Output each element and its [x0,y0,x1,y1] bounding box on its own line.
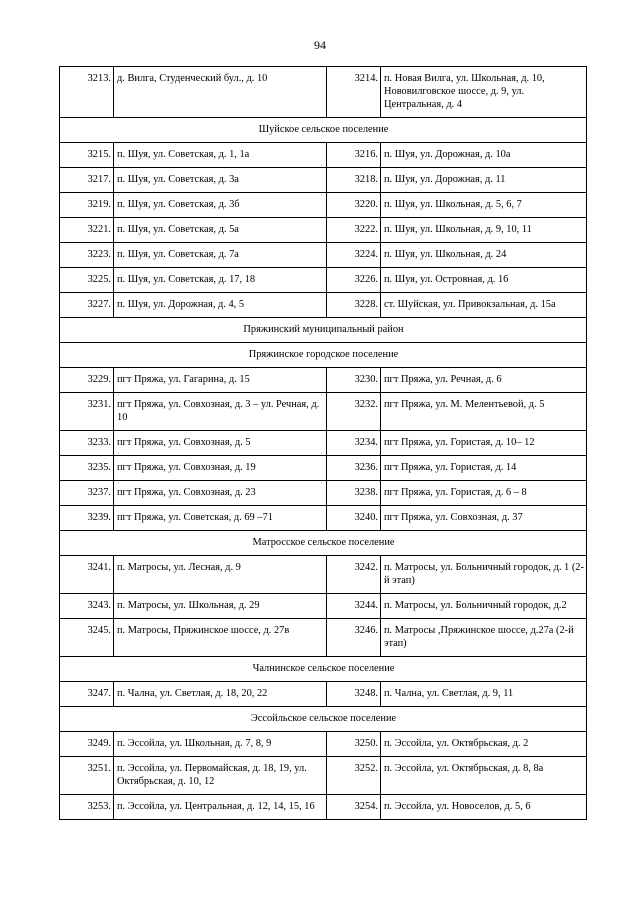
table-row [60,506,587,531]
entry-number: 3214. [327,67,381,118]
entry-number: 3245. [60,619,114,657]
section-row [60,707,587,732]
entry-address: пгт Пряжа, ул. Совхозная, д. 3 – ул. Речная, д. 10 [114,393,327,431]
table-row [60,594,587,619]
entry-address: п. Матросы ,Пряжинское шоссе, д.27а (2-й этап) [381,619,587,657]
table-row [60,393,587,431]
entry-address: пгт Пряжа, ул. Речная, д. 6 [381,368,587,393]
section-title: Шуйское сельское поселение [60,118,587,143]
entry-number: 3238. [327,481,381,506]
entry-number: 3252. [327,757,381,795]
table-row [60,795,587,820]
section-row [60,343,587,368]
entry-address: п. Матросы, ул. Больничный городок, д.2 [381,594,587,619]
entry-address: пгт Пряжа, ул. Совхозная, д. 5 [114,431,327,456]
entry-number: 3250. [327,732,381,757]
entry-address: п. Шуя, ул. Советская, д. 3б [114,193,327,218]
entry-address: ст. Шуйская, ул. Привокзальная, д. 15а [381,293,587,318]
table-row [60,293,587,318]
entry-number: 3254. [327,795,381,820]
table-row [60,168,587,193]
entry-number: 3215. [60,143,114,168]
entry-address: п. Шуя, ул. Дорожная, д. 10а [381,143,587,168]
entry-address: п. Шуя, ул. Советская, д. 17, 18 [114,268,327,293]
table-row [60,218,587,243]
entry-address: п. Эссойла, ул. Школьная, д. 7, 8, 9 [114,732,327,757]
entry-number: 3248. [327,682,381,707]
section-row [60,657,587,682]
entry-number: 3251. [60,757,114,795]
entry-number: 3234. [327,431,381,456]
entry-number: 3240. [327,506,381,531]
entry-number: 3231. [60,393,114,431]
section-row [60,318,587,343]
entry-address: пгт Пряжа, ул. М. Мелентьевой, д. 5 [381,393,587,431]
entry-number: 3228. [327,293,381,318]
entry-address: п. Новая Вилга, ул. Школьная, д. 10, Нововилговское шоссе, д. 9, ул. Центральная, д. 4 [381,67,587,118]
entry-address: п. Матросы, Пряжинское шоссе, д. 27в [114,619,327,657]
entry-address: п. Эссойла, ул. Первомайская, д. 18, 19, ул. Октябрьская, д. 10, 12 [114,757,327,795]
entry-address: п. Шуя, ул. Школьная, д. 9, 10, 11 [381,218,587,243]
entry-number: 3218. [327,168,381,193]
entry-number: 3247. [60,682,114,707]
entry-number: 3236. [327,456,381,481]
entry-number: 3249. [60,732,114,757]
entry-address: пгт Пряжа, ул. Совхозная, д. 37 [381,506,587,531]
section-row [60,531,587,556]
entry-number: 3225. [60,268,114,293]
table-row [60,193,587,218]
entry-number: 3244. [327,594,381,619]
page-number: 94 [314,38,326,52]
entry-number: 3216. [327,143,381,168]
table-row [60,268,587,293]
entry-address: п. Шуя, ул. Дорожная, д. 4, 5 [114,293,327,318]
entry-number: 3242. [327,556,381,594]
table-row [60,682,587,707]
entry-address: пгт Пряжа, ул. Гористая, д. 6 – 8 [381,481,587,506]
entry-number: 3213. [60,67,114,118]
entry-number: 3232. [327,393,381,431]
section-title: Матросское сельское поселение [60,531,587,556]
entry-address: п. Матросы, ул. Школьная, д. 29 [114,594,327,619]
table-body [60,67,587,820]
entry-number: 3235. [60,456,114,481]
entry-address: пгт Пряжа, ул. Совхозная, д. 23 [114,481,327,506]
entry-address: п. Эссойла, ул. Октябрьская, д. 2 [381,732,587,757]
table-row [60,556,587,594]
entry-number: 3223. [60,243,114,268]
section-title: Пряжинский муниципальный район [60,318,587,343]
entry-address: п. Шуя, ул. Советская, д. 5а [114,218,327,243]
entry-number: 3230. [327,368,381,393]
section-title: Чалнинское сельское поселение [60,657,587,682]
entry-address: п. Шуя, ул. Островная, д. 16 [381,268,587,293]
entry-address: п. Шуя, ул. Советская, д. 3а [114,168,327,193]
entry-number: 3241. [60,556,114,594]
entry-number: 3253. [60,795,114,820]
entry-address: п. Шуя, ул. Советская, д. 7а [114,243,327,268]
entry-address: пгт Пряжа, ул. Гористая, д. 14 [381,456,587,481]
section-title: Пряжинское городское поселение [60,343,587,368]
entry-address: п. Чална, ул. Светлая, д. 18, 20, 22 [114,682,327,707]
entry-number: 3224. [327,243,381,268]
entry-number: 3220. [327,193,381,218]
entry-address: д. Вилга, Студенческий бул., д. 10 [114,67,327,118]
entry-number: 3239. [60,506,114,531]
entry-address: п. Матросы, ул. Лесная, д. 9 [114,556,327,594]
table-row [60,431,587,456]
entry-number: 3219. [60,193,114,218]
entry-number: 3226. [327,268,381,293]
table-row [60,481,587,506]
entry-number: 3227. [60,293,114,318]
entry-number: 3237. [60,481,114,506]
table-row [60,619,587,657]
entry-address: п. Шуя, ул. Школьная, д. 24 [381,243,587,268]
entry-address: п. Эссойла, ул. Центральная, д. 12, 14, 15, 16 [114,795,327,820]
entry-number: 3243. [60,594,114,619]
table-row [60,143,587,168]
entry-address: пгт Пряжа, ул. Гористая, д. 10– 12 [381,431,587,456]
entry-address: пгт Пряжа, ул. Совхозная, д. 19 [114,456,327,481]
entry-address: п. Матросы, ул. Больничный городок, д. 1 (2-й этап) [381,556,587,594]
address-table [59,66,587,820]
entry-address: п. Шуя, ул. Советская, д. 1, 1а [114,143,327,168]
table-row [60,732,587,757]
table-row [60,757,587,795]
table-row [60,67,587,118]
entry-address: п. Шуя, ул. Дорожная, д. 11 [381,168,587,193]
entry-number: 3221. [60,218,114,243]
table-row [60,368,587,393]
entry-address: пгт Пряжа, ул. Советская, д. 69 –71 [114,506,327,531]
entry-address: п. Чална, ул. Светлая, д. 9, 11 [381,682,587,707]
entry-number: 3233. [60,431,114,456]
entry-address: п. Шуя, ул. Школьная, д. 5, 6, 7 [381,193,587,218]
entry-number: 3246. [327,619,381,657]
table-row [60,456,587,481]
section-row [60,118,587,143]
entry-address: пгт Пряжа, ул. Гагарина, д. 15 [114,368,327,393]
table-row [60,243,587,268]
entry-address: п. Эссойла, ул. Октябрьская, д. 8, 8а [381,757,587,795]
entry-number: 3229. [60,368,114,393]
entry-number: 3222. [327,218,381,243]
entry-address: п. Эссойла, ул. Новоселов, д. 5, 6 [381,795,587,820]
entry-number: 3217. [60,168,114,193]
section-title: Эссойльское сельское поселение [60,707,587,732]
